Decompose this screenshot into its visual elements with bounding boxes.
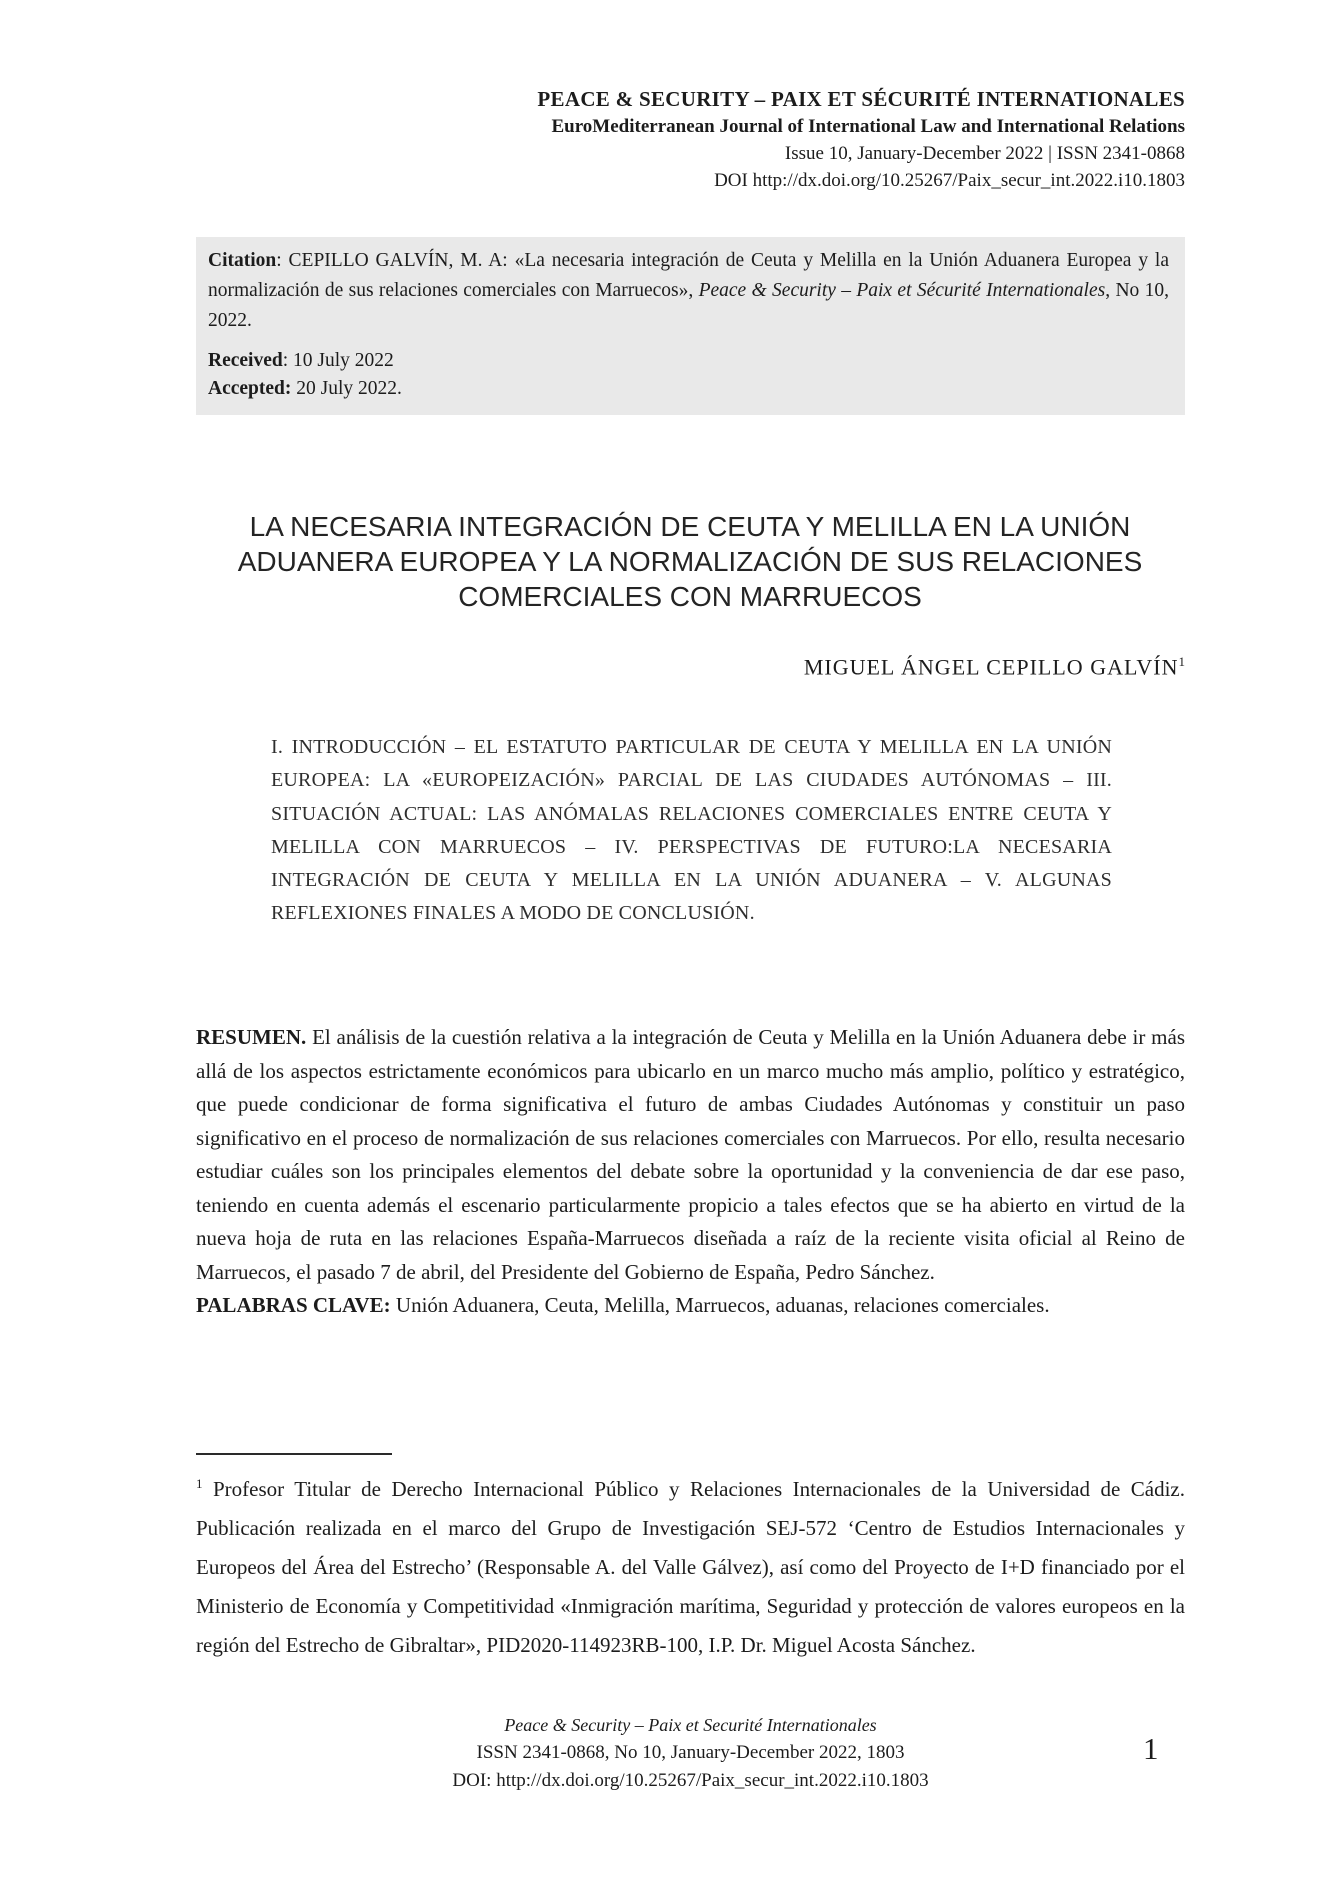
journal-title: PEACE & SECURITY – PAIX ET SÉCURITÉ INTERNATIONALES <box>537 87 1185 111</box>
author-line <box>196 654 1185 680</box>
header-doi-link[interactable]: DOI http://dx.doi.org/10.25267/Paix_secur_int.2022.i10.1803 <box>714 170 1185 191</box>
table-of-contents: I. INTRODUCCIÓN – EL ESTATUTO PARTICULAR DE CEUTA Y MELILLA EN LA UNIÓN EUROPEA: LA «EUROPEIZACIÓN» PARCIAL DE LAS CIUDADES AUTÓNOMAS – III. SITUACIÓN ACTUAL: LAS ANÓMALAS RELACIONES COMERCIALES ENTRE CEUTA Y MELILLA CON MARRUECOS – IV. PERSPECTIVAS DE FUTURO:LA NECESARIA INTEGRACIÓN DE CEUTA Y MELILLA EN LA UNIÓN ADUANERA – V. ALGUNAS REFLEXIONES FINALES A MODO DE CONCLUSIÓN. <box>271 736 1112 925</box>
footnote-text: Profesor Titular de Derecho Internacional Público y Relaciones Internacionales de la Universidad de Cádiz. Publicación realizada en el marco del Grupo de Investigación SEJ-572 ‘Centro de Estudios Internacionales y Europeos del Área del Estrecho’ (Responsable A. del Valle Gálvez), así como del Proyecto de I+D financiado por el Ministerio de Economía y Competitividad «Inmigración marítima, Seguridad y protección de valores europeos en la región del Estrecho de Gibraltar», PID2020-114923RB-100, I.P. Dr. Miguel Acosta Sánchez. <box>196 1477 1185 1657</box>
footnote-1 <box>196 1464 1185 1665</box>
keywords-text: Unión Aduanera, Ceuta, Melilla, Marruecos, aduanas, relaciones comerciales. <box>390 1293 1050 1317</box>
accepted-label: Accepted: <box>208 378 292 399</box>
citation-label: Citation <box>208 250 277 271</box>
accepted-value: 20 July 2022. <box>291 378 402 399</box>
article-title: LA NECESARIA INTEGRACIÓN DE CEUTA Y MELILLA EN LA UNIÓN ADUANERA EUROPEA Y LA NORMALIZACIÓN DE SUS RELACIONES COMERCIALES CON MARRUECOS <box>237 511 1143 612</box>
page-footer <box>196 1712 1185 1795</box>
abstract-block <box>196 1021 1185 1323</box>
abstract-paragraph <box>196 1021 1185 1289</box>
footnote-ref: 1 <box>196 1476 203 1491</box>
page-number: 1 <box>1143 1731 1159 1766</box>
footer-issn-line: ISSN 2341-0868, No 10, January-December 2022, 1803 <box>476 1742 905 1763</box>
citation-journal-name: Peace & Security – Paix et Sécurité Internationales <box>698 280 1106 301</box>
keywords-label: PALABRAS CLAVE: <box>196 1293 391 1317</box>
footer-doi-link[interactable]: DOI: http://dx.doi.org/10.25267/Paix_secur_int.2022.i10.1803 <box>452 1770 929 1791</box>
footer-journal-name: Peace & Security – Paix et Securité Internationales <box>504 1715 877 1735</box>
author-name: MIGUEL ÁNGEL CEPILLO GALVÍN <box>803 654 1179 680</box>
citation-text <box>208 246 1169 336</box>
keywords-line <box>196 1289 1185 1323</box>
abstract-label: RESUMEN. <box>196 1025 307 1049</box>
citation-dates <box>208 347 1169 403</box>
citation-body: : CEPILLO GALVÍN, M. A: «La necesaria integración de Ceuta y Melilla en la Unión Aduanera Europea y la normalización de sus relaciones comerciales con Marruecos», <box>208 250 1169 301</box>
journal-subtitle: EuroMediterranean Journal of International Law and International Relations <box>551 116 1185 137</box>
citation-box <box>196 237 1185 415</box>
abstract-text: El análisis de la cuestión relativa a la integración de Ceuta y Melilla en la Unión Aduanera debe ir más allá de los aspectos estrictamente económicos para ubicarlo en un marco mucho más amplio, político y estratégico, que puede condicionar de forma significativa el futuro de ambas Ciudades Autónomas y constituir un paso significativo en el proceso de normalización de sus relaciones comerciales con Marruecos. Por ello, resulta necesario estudiar cuáles son los principales elementos del debate sobre la oportunidad y la conveniencia de dar ese paso, teniendo en cuenta además el escenario particularmente propicio a tales efectos que se ha abierto en virtud de la nueva hoja de ruta en las relaciones España-Marruecos diseñada a raíz de la reciente visita oficial al Reino de Marruecos, el pasado 7 de abril, del Presidente del Gobierno de España, Pedro Sánchez. <box>196 1025 1185 1284</box>
journal-header <box>196 86 1185 194</box>
footnote-separator <box>196 1453 392 1455</box>
received-value: : 10 July 2022 <box>282 350 394 371</box>
received-line <box>208 347 1169 375</box>
author-footnote-ref[interactable]: 1 <box>1178 654 1185 669</box>
issue-issn-line: Issue 10, January-December 2022 | ISSN 2341-0868 <box>784 143 1185 164</box>
received-label: Received <box>208 350 283 371</box>
citation-tail: , No 10, 2022. <box>208 280 1169 331</box>
accepted-line <box>208 375 1169 403</box>
